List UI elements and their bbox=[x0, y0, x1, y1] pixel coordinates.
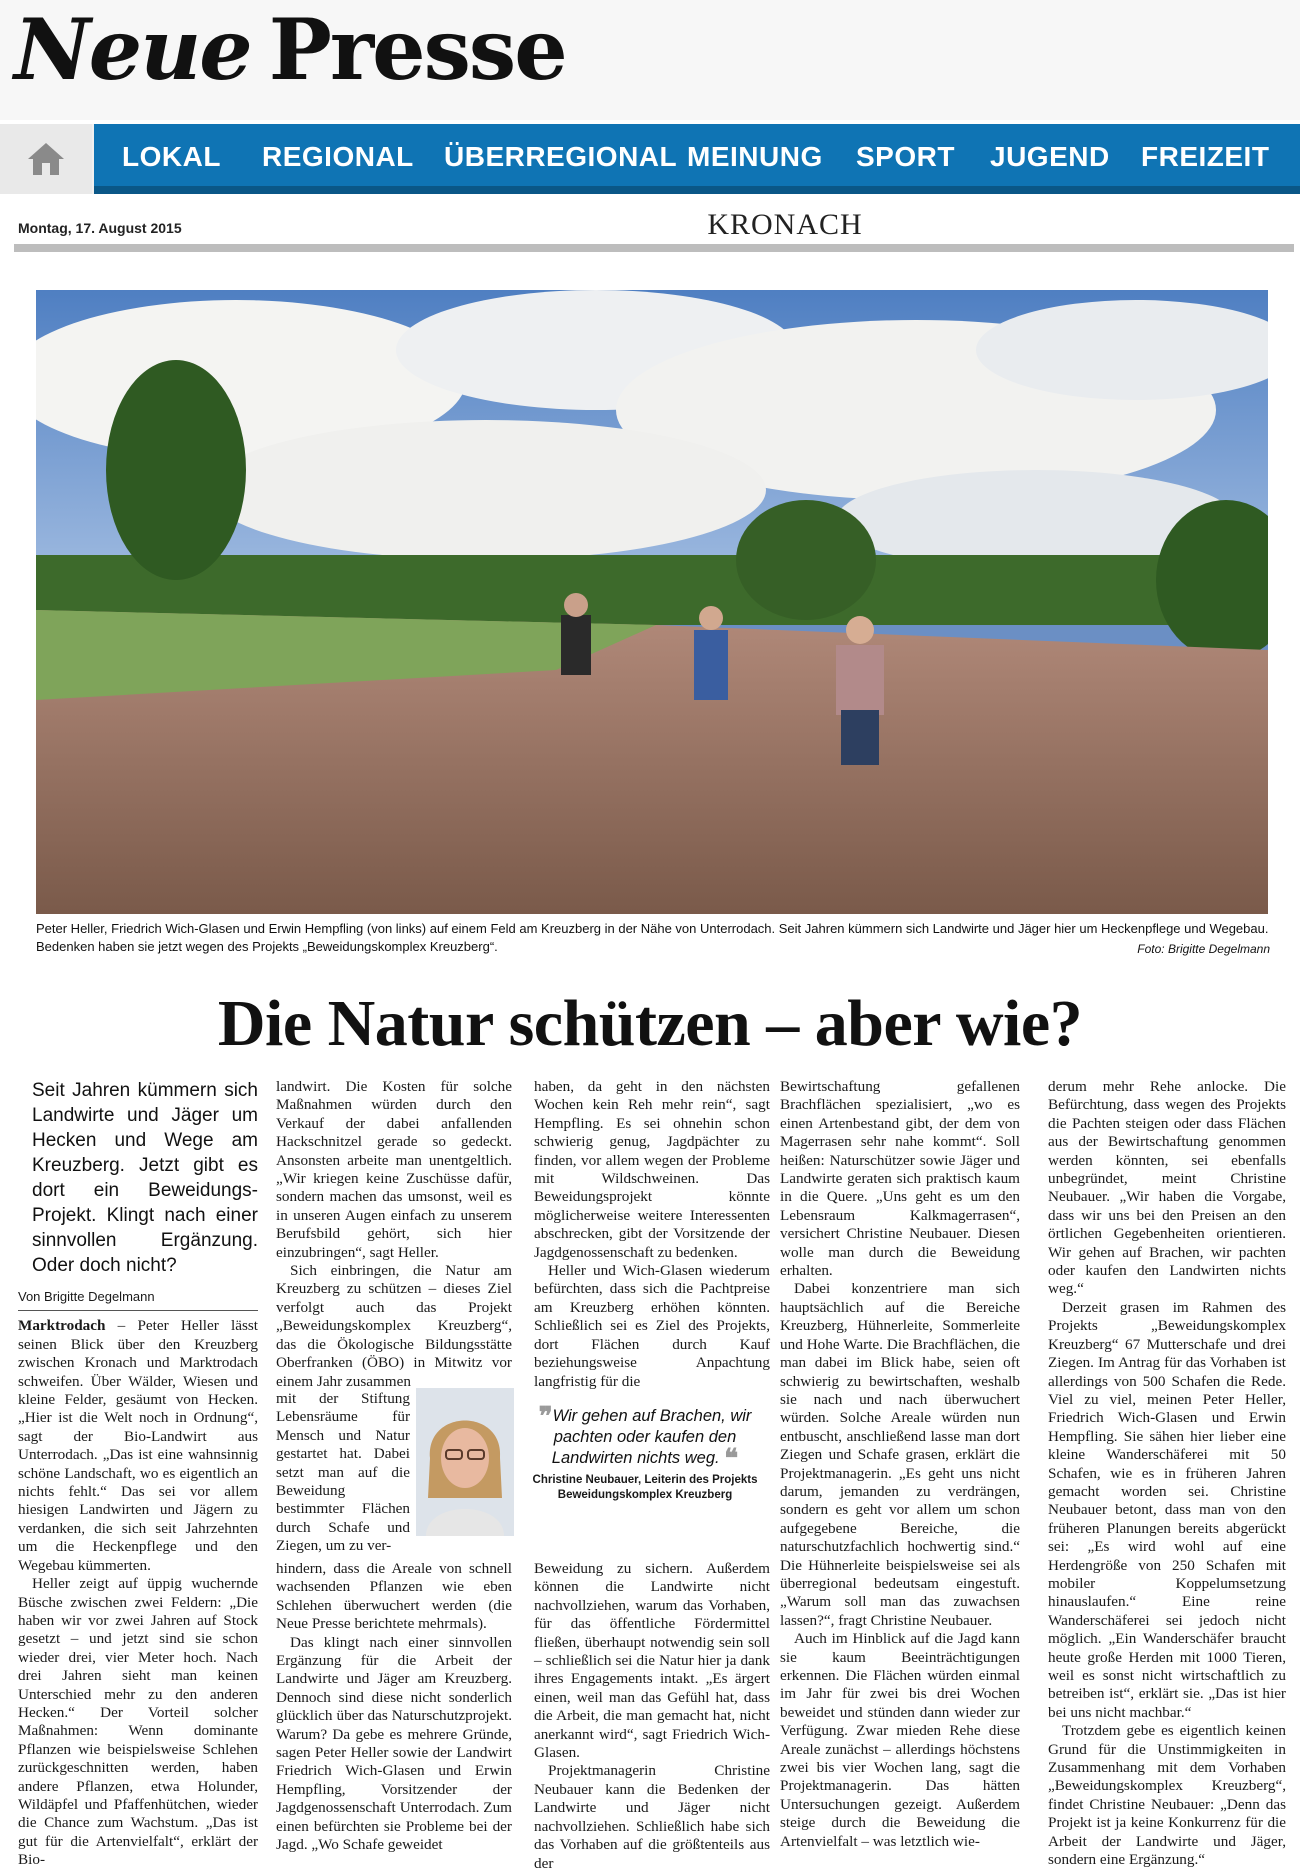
home-button[interactable] bbox=[0, 124, 92, 194]
issue-date: Montag, 17. August 2015 bbox=[18, 220, 182, 236]
pull-quote-source: Christine Neubauer, Leiterin des Projekts Beweidungskomplex Kreuzberg bbox=[532, 1474, 758, 1501]
close-quote-icon: ❝ bbox=[724, 1443, 739, 1473]
article-column-1 bbox=[18, 1078, 258, 1870]
article-column-3-continued bbox=[534, 1560, 770, 1873]
paragraph: derum mehr Rehe anlocke. Die Befürchtung, dass wegen des Projekts die Pachten steigen oder dass Flächen aus der Bewirtschaftung genommen werden könnten, sei ebenfalls unbegründet, meint Christine Neubauer. „Wir haben die Vorgabe, dass wir uns bei den Preisen an den örtlichen Gegebenheiten orientieren. Wir gehen auf Brachen, wir pachten oder kaufen den Landwirten nichts weg.“ bbox=[1048, 1078, 1286, 1298]
paragraph: haben, da geht in den nächsten Wochen kein Reh mehr rein“, sagt Hempfling. Es sei ohnehin schon schwierig genug, Jagdpächter zu finden, vor allem wegen der Probleme mit Wildschweinen. Das Beweidungsprojekt könnte möglicherweise weitere Interessenten abschrecken, gibt der Vorsitzende der Jagdgenossenschaft zu bedenken. bbox=[534, 1078, 770, 1261]
paragraph bbox=[18, 1317, 258, 1575]
paragraph: Dabei konzentriere man sich hauptsächlich auf die Bereiche Kreuzberg, Hühnerleite, Sommerleite und Hohe Warte. Die Brachflächen, die man dabei im Blick habe, seien oft schwierig zu bewirtschaften, weshalb sie nach und nach überwuchert würden. Solche Areale würden nun entbuscht, anschließend lasse man dort Ziegen und Schafe grasen, erklärt die Projektmanagerin. „Es geht uns nicht darum, jemanden zu verdrängen, sondern es geht vor allem um schon aufgegebene Bereiche, die naturschutzfachlich hochwertig sind.“ Die Hühnerleite beispielsweise sei als überregional bedeutsam eingestuft. „Warum soll man das zuwachsen lassen?“, fragt Christine Neubauer. bbox=[780, 1280, 1020, 1629]
paragraph: mit der Stiftung Lebensräume für Mensch und Natur gestartet hat. Dabei setzt man auf die Beweidung bestimmter Flächen durch Schafe und Ziegen, um zu ver- bbox=[276, 1390, 410, 1555]
logo-word-presse: Presse bbox=[268, 0, 566, 99]
newspaper-logo[interactable] bbox=[14, 0, 566, 99]
masthead bbox=[0, 0, 1300, 120]
section-divider bbox=[14, 244, 1294, 252]
home-icon bbox=[24, 139, 68, 179]
nav-item-freizeit[interactable]: FREIZEIT bbox=[1141, 141, 1270, 172]
paragraph: Derzeit grasen im Rahmen des Projekts „Beweidungskomplex Kreuzberg“ 67 Mutterschafe und drei Ziegen. Im Antrag für das Vorhaben ist allerdings von 500 Schafen die Rede. Viel zu viel, meinen Peter Heller, Friedrich Wich-Glasen und Erwin Hempfling. Sie sähen hier lieber eine kleine Wanderschäferei mit 50 Schafen, wie es in früheren Jahren gemacht worden sei. Christine Neubauer betont, dass man von den früheren Planungen bereits abgerückt sei: „Es wird wohl auf eine Herdengröße von 250 Schafen mit mobiler Koppelumsetzung hinauslaufen.“ Eine reine Wanderschäferei sei jedoch nicht möglich. „Ein Wanderschäfer braucht heute große Herden mit 1000 Tieren, weil es sonst nicht wirtschaftlich zu betreiben ist“, erklärt sie. „Das ist hier bei uns nicht machbar.“ bbox=[1048, 1298, 1286, 1721]
article-headline: Die Natur schützen – aber wie? bbox=[217, 987, 1083, 1060]
nav-item-regional[interactable]: REGIONAL bbox=[262, 141, 414, 172]
paragraph: Projektmanagerin Christine Neubauer kann die Bedenken der Landwirte und Jäger nicht nachvollziehen. Schließlich habe sich das Vorhaben auf die größtenteils aus der bbox=[534, 1762, 770, 1872]
paragraph: Das klingt nach einer sinnvollen Ergänzung für die Arbeit der Landwirte und Jäger am Kreuzberg. Dennoch sind diese nicht sonderlich glücklich über das Naturschutzprojekt. Warum? Da gebe es mehrere Gründe, sagen Peter Heller sowie der Landwirt Friedrich Wich-Glasen und Erwin Hempfling, Vorsitzender der Jagdgenossenschaft Unterrodach. Zum einen befürchten sie Probleme bei der Jagd. „Wo Schafe geweidet bbox=[276, 1633, 512, 1854]
article-column-2-continued bbox=[276, 1560, 512, 1855]
paragraph: hindern, dass die Areale von schnell wachsenden Pflanzen wie eben Schlehen überwuchert werden (die Neue Presse berichtete mehrmals). bbox=[276, 1560, 512, 1633]
paragraph: landwirt. Die Kosten für solche Maßnahmen würden durch den Verkauf der dabei anfallenden Hackschnitzel gerade so gedeckt. Ansonsten arbeite man unentgeltlich. „Wir kriegen keine Zuschüsse dafür, sondern machen das umsonst, weil es in unseren Augen einfach zu unserem Berufsbild gehört, sich hier einzubringen“, sagt Heller. bbox=[276, 1078, 512, 1261]
paragraph: Auch im Hinblick auf die Jagd kann sie kaum Beeinträchtigungen erkennen. Die Flächen würden einmal im Jahr für zwei bis drei Wochen beweidet und stünden dann wieder zur Verfügung. Zwar mieden Rehe diese Areale zunächst – allerdings höchstens zwei bis vier Wochen lang, sagt die Projektmanagerin. Das hätten Untersuchungen gezeigt. Außerdem steige durch die Beweidung die Artenvielfalt – was letztlich wie- bbox=[780, 1630, 1020, 1850]
paragraph: Bewirtschaftung gefallenen Brachflächen spezialisiert, „wo es einen Artenbestand gibt, der dem von Magerrasen sehr nahe kommt“. Soll heißen: Naturschützer sowie Jäger und Landwirte geraten sich praktisch kaum in die Quere. „Uns geht es um den Lebensraum Kalkmagerrasen“, versichert Christine Neubauer. Diesen wolle man durch die Beweidung erhalten. bbox=[780, 1078, 1020, 1280]
nav-item-meinung[interactable]: MEINUNG bbox=[687, 141, 823, 172]
photo-credit: Foto: Brigitte Degelmann bbox=[1137, 942, 1270, 956]
paragraph: Heller zeigt auf üppig wuchernde Büsche zwischen zwei Feldern: „Die haben wir vor zwei Jahren auf Stock gesetzt – und jetzt sind sie schon wieder drei, vier Meter hoch. Nach drei Jahren sieht man keinen Unterschied mehr zu den anderen Hecken.“ Der Vorteil solcher Maßnahmen: Wenn dominante Pflanzen wie beispielsweise Schlehen zurückgeschnitten werden, haben andere Pflanzen, etwa Holunder, Wildäpfel und Pfaffenhütchen, wieder die Chance zum Wachstum. „Das ist gut für die Artenvielfalt“, erklärt der Bio- bbox=[18, 1575, 258, 1869]
photo-caption: Peter Heller, Friedrich Wich-Glasen und Erwin Hempfling (von links) auf einem Feld am Kreuzberg in der Nähe von Unterrodach. Seit Jahren kümmern sich Landwirte und Jäger hier um Heckenpflege und Wegebau. Bedenken haben sie jetzt wegen des Projekts „Beweidungskomplex Kreuzberg“. bbox=[36, 921, 1269, 954]
article-photo bbox=[36, 290, 1268, 914]
nav-item-lokal[interactable]: LOKAL bbox=[122, 141, 221, 172]
paragraph-text: – Peter Heller lässt seinen Blick über den Kreuzberg zwischen Kronach und Marktrodach schweifen. Über Wälder, Wiesen und kleine Felder, gesäumt von Hecken. „Hier ist die Welt noch in Ordnung“, sagt der Bio-Landwirt aus Unterrodach. „Das ist eine wahnsinnig schöne Landschaft, wo es eigentlich an nichts fehlt.“ Das sei vor allem hiesigen Landwirten und Jägern zu verdanken, die sich seit Jahrzehnten um die Heckenpflege und den Wegebau kümmerten. bbox=[18, 1317, 258, 1574]
open-quote-icon: ❞ bbox=[538, 1401, 553, 1431]
article-column-3 bbox=[534, 1078, 770, 1391]
article-column-2 bbox=[276, 1078, 512, 1391]
paragraph: Sich einbringen, die Natur am Kreuzberg zu schützen – dieses Ziel verfolgt auch das Projekt „Beweidungskomplex Kreuzberg“, das die Ökologische Bildungsstätte Oberfranken (ÖBO) in Mitwitz vor einem Jahr zusammen bbox=[276, 1262, 512, 1390]
article-column-5 bbox=[1048, 1078, 1286, 1869]
quote-text: Wir gehen auf Brachen, wir pachten oder kaufen den Landwirten nichts weg. bbox=[551, 1407, 752, 1467]
paragraph: Trotzdem gebe es eigentlich keinen Grund für die Unstimmigkeiten in Zusammenhang mit dem Vorhaben „Beweidungskomplex Kreuzberg“, findet Christine Neubauer: „Denn das Projekt ist ja keine Konkurrenz für die Arbeit der Landwirte und Jäger, sondern eine Ergänzung.“ bbox=[1048, 1722, 1286, 1869]
pull-quote-text bbox=[520, 1401, 770, 1473]
dateline-city: Marktrodach bbox=[18, 1317, 106, 1335]
paragraph: Beweidung zu sichern. Außerdem können die Landwirte nicht nachvollziehen, warum das Vorhaben, für das öffentliche Fördermittel fließen, überhaupt notwendig sein soll – schließlich sei die Natur hier ja dank ihres Engagements intakt. „Es ärgert einen, weil man das Gefühl hat, dass die Arbeit, die man gemacht hat, nicht anerkannt wird“, sagt Friedrich Wich-Glasen. bbox=[534, 1560, 770, 1762]
article-teaser: Seit Jahren kümmern sich Landwirte und Jäger um Hecken und Wege am Kreuzberg. Jetzt gibt es dort ein Beweidungs-Projekt. Klingt nach einer sinnvollen Ergänzung. Oder doch nicht? bbox=[32, 1080, 258, 1276]
pull-quote bbox=[520, 1401, 770, 1503]
navigation-bar bbox=[0, 124, 1300, 194]
paragraph: Heller und Wich-Glasen wiederum befürchten, dass sich die Pachtpreise am Kreuzberg erhöhen könnten. Schließlich sei es Ziel des Projekts, dort Flächen durch Kauf beziehungsweise Anpachtung langfristig für die bbox=[534, 1262, 770, 1390]
section-title: KRONACH bbox=[707, 208, 863, 241]
author-byline: Von Brigitte Degelmann bbox=[18, 1288, 258, 1311]
nav-item-jugend[interactable]: JUGEND bbox=[990, 141, 1110, 172]
nav-item-ueberregional[interactable]: ÜBERREGIONAL bbox=[444, 141, 678, 172]
nav-menu bbox=[94, 124, 1300, 194]
nav-item-sport[interactable]: SPORT bbox=[856, 141, 955, 172]
logo-word-neue: Neue bbox=[14, 0, 251, 99]
portrait-photo bbox=[416, 1388, 514, 1536]
article-column-4 bbox=[780, 1078, 1020, 1851]
